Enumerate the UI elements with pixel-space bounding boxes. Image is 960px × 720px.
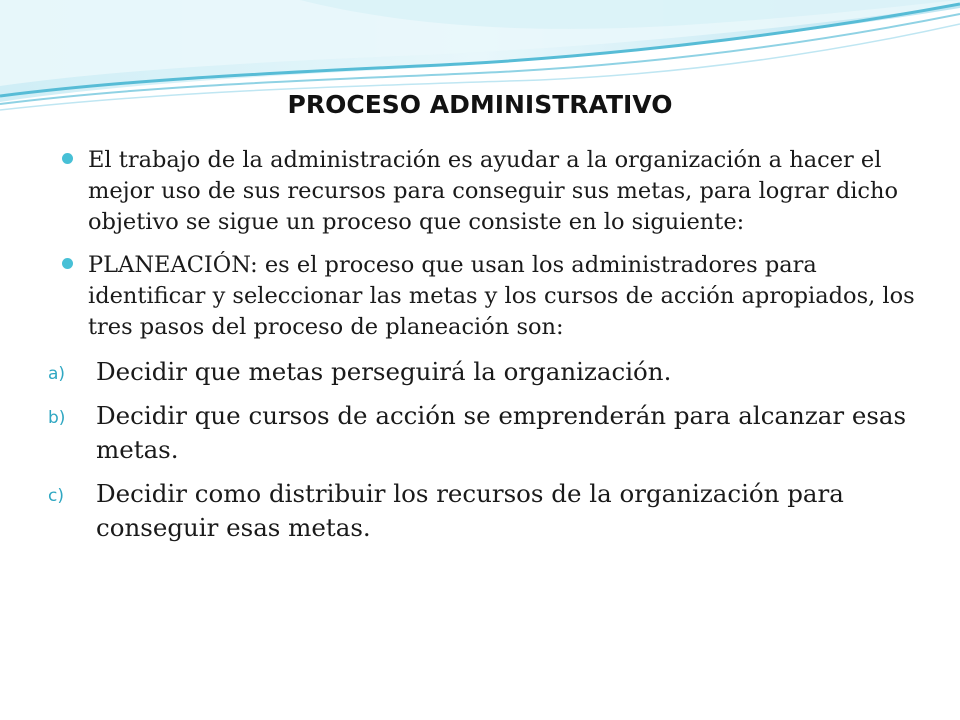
slide-title: PROCESO ADMINISTRATIVO <box>287 90 673 119</box>
step-text: Decidir que metas perseguirá la organización. <box>96 357 672 386</box>
step-marker: a) <box>48 364 66 384</box>
step-text: Decidir que cursos de acción se emprenderán para alcanzar esas metas. <box>96 401 907 464</box>
slide-content <box>48 145 918 555</box>
bullet-text: El trabajo de la administración es ayudar a la organización a hacer el mejor uso de sus recursos para conseguir sus metas, para lograr dicho objetivo se sigue un proceso que consiste en lo siguiente: <box>88 147 899 235</box>
step-marker: b) <box>48 408 66 428</box>
step-marker: c) <box>48 486 64 506</box>
step-item-c <box>48 477 918 545</box>
step-item-b <box>48 399 918 467</box>
step-text: Decidir como distribuir los recursos de la organización para conseguir esas metas. <box>96 479 844 542</box>
bullet-item-intro <box>58 145 918 238</box>
bullet-item-planeacion <box>58 250 918 343</box>
bullet-icon <box>62 258 73 269</box>
bullet-text: PLANEACIÓN: es el proceso que usan los administradores para identificar y seleccionar las metas y los cursos de acción apropiados, los tres pasos del proceso de planeación son: <box>88 252 915 340</box>
step-item-a <box>48 355 918 389</box>
bullet-icon <box>62 153 73 164</box>
